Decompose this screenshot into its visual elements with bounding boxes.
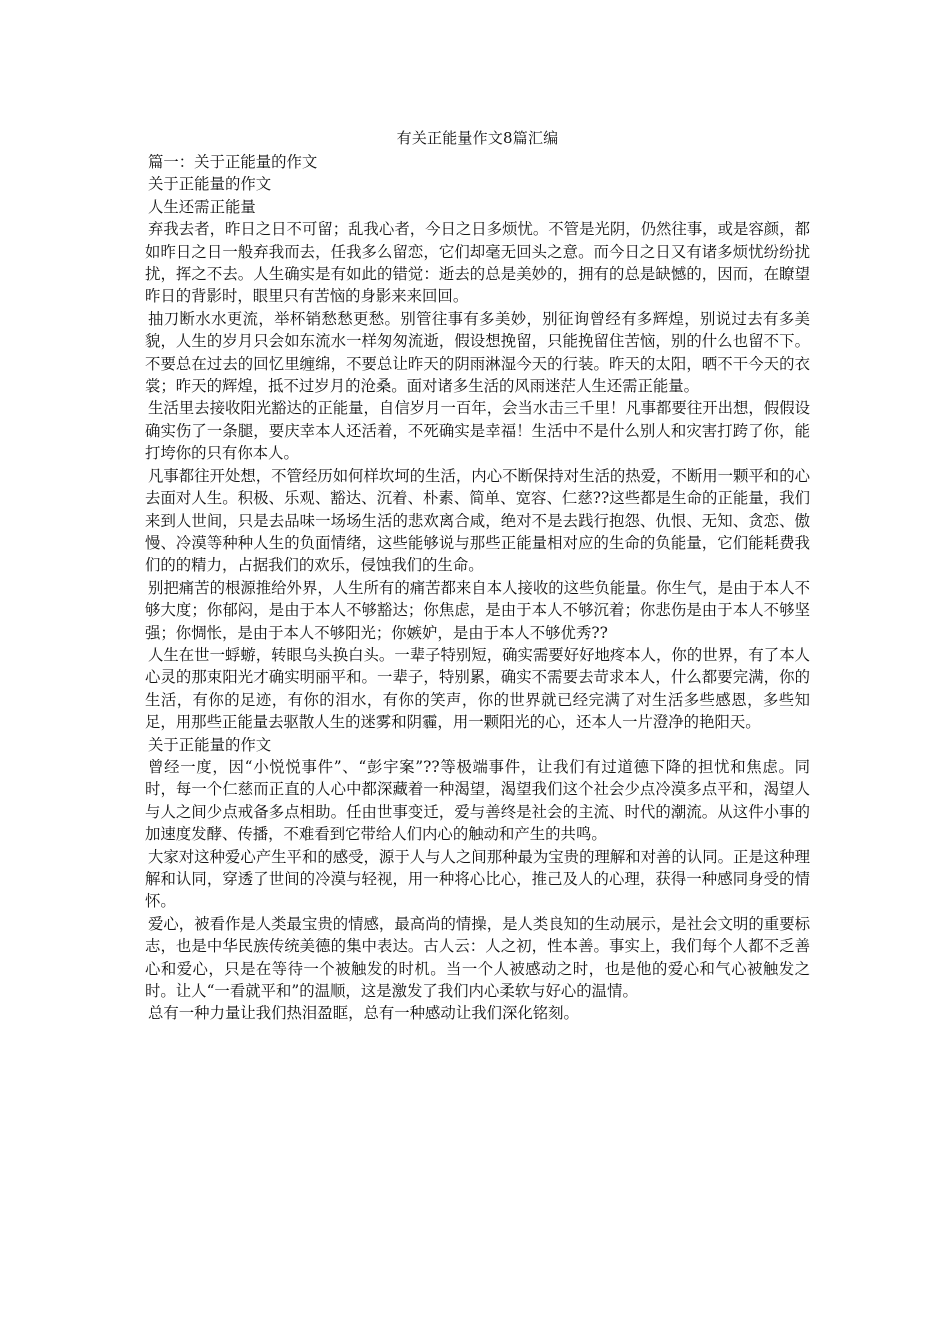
- body-paragraph: 抽刀断水水更流，举杯销愁愁更愁。别管往事有多美妙，别征询曾经有多辉煌，别说过去有多美貌，人生的岁月只会如东流水一样匆匆流逝，假设想挽留，只能挽留住苦恼，别的什么也留不下。不要总在过去的回忆里缠绵，不要总让昨天的阴雨淋湿今天的行装。昨天的太阳，晒不干今天的衣裳；昨天的辉煌，抵不过岁月的沧桑。面对诸多生活的风雨迷茫人生还需正能量。: [145, 309, 810, 396]
- essay-subtitle: 人生还需正能量: [148, 197, 256, 216]
- body-paragraph: 爱心，被看作是人类最宝贵的情感，最高尚的情操，是人类良知的生动展示，是社会文明的重要标志，也是中华民族传统美德的集中表达。古人云：人之初，性本善。事实上，我们每个人都不乏善心和爱心，只是在等待一个被触发的时机。当一个人被感动之时，也是他的爱心和气心被触发之时。让人“一看就平和”的温顺，这是激发了我们内心柔软与好心的温情。: [145, 914, 810, 1001]
- essay-title: 关于正能量的作文: [148, 735, 272, 754]
- section-heading: 篇一：关于正能量的作文: [148, 153, 318, 171]
- document-page: [145, 127, 810, 1025]
- document-title: 有关正能量作文8篇汇编: [396, 129, 559, 147]
- body-paragraph: 曾经一度，因“小悦悦事件”、“彭宇案”??等极端事件，让我们有过道德下降的担忧和焦虑。同时，每一个仁慈而正直的人心中都深藏着一种渴望，渴望我们这个社会少点冷漠多点平和，渴望人与人之间少点戒备多点相助。任由世事变迁，爱与善终是社会的主流、时代的潮流。从这件小事的加速度发酵、传播，不难看到它带给人们内心的触动和产生的共鸣。: [145, 757, 810, 844]
- body-paragraph: 弃我去者，昨日之日不可留；乱我心者，今日之日多烦忧。不管是光阴，仍然往事，或是容颜，都如昨日之日一般弃我而去，任我多么留恋，它们却毫无回头之意。而今日之日又有诸多烦忧纷纷扰扰，挥之不去。人生确实是有如此的错觉：逝去的总是美妙的，拥有的总是缺憾的，因而，在瞭望昨日的背影时，眼里只有苦恼的身影来来回回。: [145, 220, 810, 306]
- body-paragraph: 总有一种力量让我们热泪盈眶，总有一种感动让我们深化铭刻。: [148, 1004, 579, 1023]
- body-paragraph: 别把痛苦的根源推给外界，人生所有的痛苦都来自本人接收的这些负能量。你生气，是由于本人不够大度；你郁闷，是由于本人不够豁达；你焦虑，是由于本人不够沉着；你悲伤是由于本人不够坚强；你惆怅，是由于本人不够阳光；你嫉妒，是由于本人不够优秀??: [145, 578, 810, 642]
- body-paragraph: 人生在世一蜉蝣，转眼乌头换白头。一辈子特别短，确实需要好好地疼本人，你的世界，有了本人心灵的那束阳光才确实明丽平和。一辈子，特别累，确实不需要去苛求本人，什么都要完满，你的生活，有你的足迹，有你的泪水，有你的笑声，你的世界就已经完满了对生活多些感恩，多些知足，用那些正能量去驱散人生的迷雾和阴霾，用一颗阳光的心，还本人一片澄净的艳阳天。: [145, 645, 810, 732]
- body-paragraph: 大家对这种爱心产生平和的感受，源于人与人之间那种最为宝贵的理解和对善的认同。正是这种理解和认同，穿透了世间的冷漠与轻视，用一种将心比心，推己及人的心理，获得一种感同身受的情怀。: [145, 847, 810, 911]
- body-paragraph: 生活里去接收阳光豁达的正能量，自信岁月一百年，会当水击三千里！凡事都要往开出想，假假设确实伤了一条腿，要庆幸本人还活着，不死确实是幸福！生活中不是什么别人和灾害打跨了你，能打垮你的只有你本人。: [145, 399, 810, 463]
- body-paragraph: 凡事都往开处想，不管经历如何样坎坷的生活，内心不断保持对生活的热爱，不断用一颗平和的心去面对人生。积极、乐观、豁达、沉着、朴素、简单、宽容、仁慈??这些都是生命的正能量，我们来到人世间，只是去品味一场场生活的悲欢离合咸，绝对不是去践行抱怨、仇恨、无知、贪恋、傲慢、冷漠等种种人生的负面情绪，这些能够说与那些正能量相对应的生命的负能量，它们能耗费我们的的精力，占据我们的欢乐，侵蚀我们的生命。: [145, 466, 810, 575]
- essay-title: 关于正能量的作文: [148, 175, 272, 194]
